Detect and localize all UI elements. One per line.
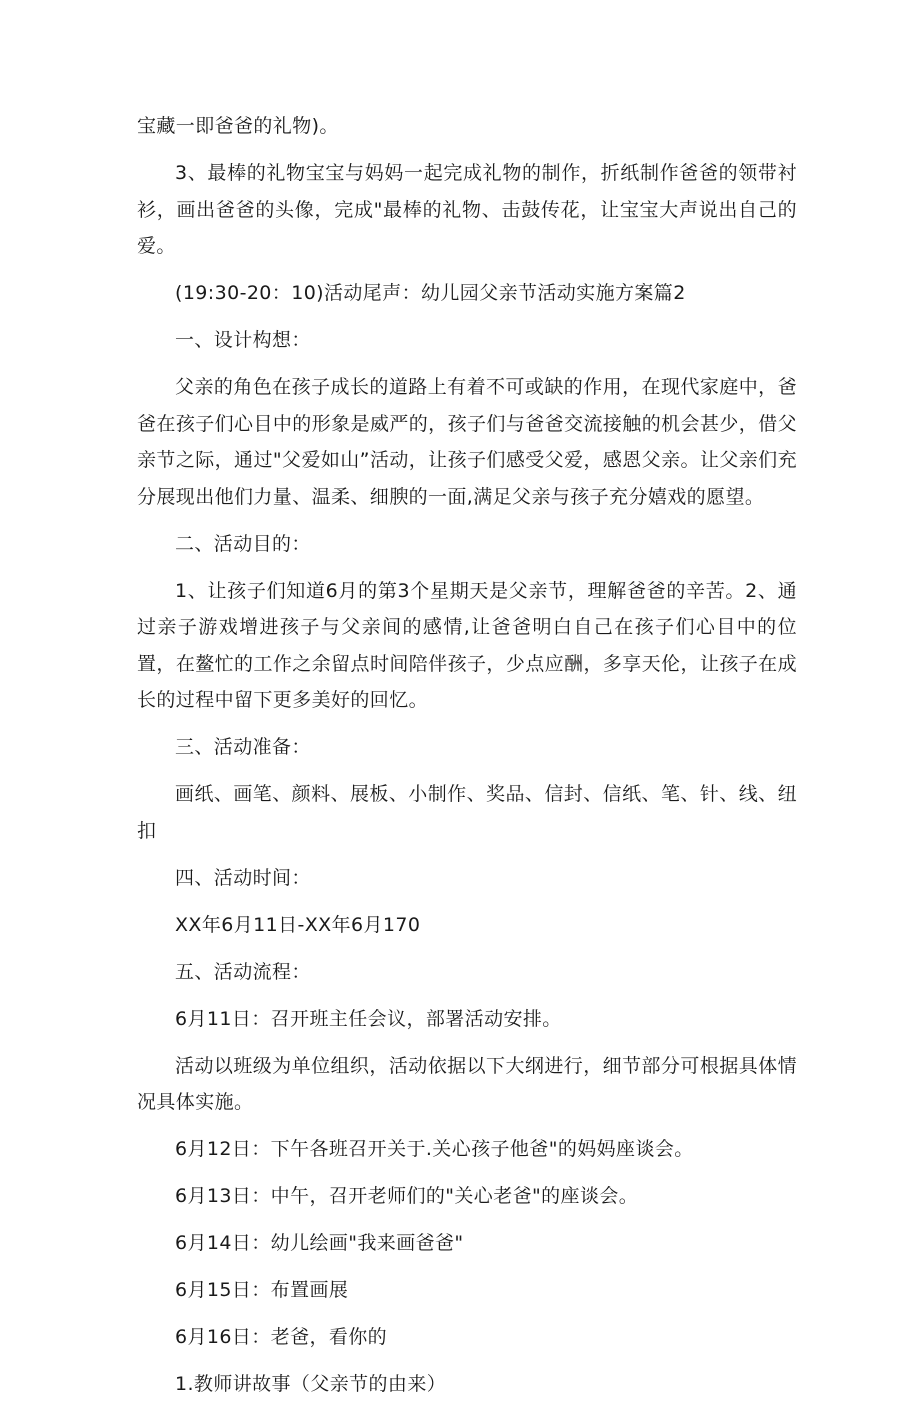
document-page: [137, 108, 797, 1413]
paragraph-activity-dates: XX年6月11日-XX年6月170: [175, 913, 421, 936]
list-item-teacher-story: 1.教师讲故事（父亲节的由来）: [175, 1373, 447, 1395]
heading-activity-time: 四、活动时间：: [175, 866, 311, 889]
schedule-item-june-11: 6月11日：召开班主任会议，部署活动安排。: [175, 1007, 562, 1030]
schedule-item-june-15: 6月15日：布置画展: [175, 1279, 349, 1301]
schedule-item-june-12: 6月12日：下午各班召开关于.关心孩子他爸"的妈妈座谈会。: [175, 1138, 694, 1160]
paragraph-design-concept: 父亲的角色在孩子成长的道路上有着不可或缺的作用，在现代家庭中，爸爸在孩子们心目中的形象是威严的，孩子们与爸爸交流接触的机会甚少，借父亲节之际，通过"父爱如山”活动，让孩子们感受父爱，感恩父亲。让父亲们充分展现出他们力量、温柔、细腴的一面,满足父亲与孩子充分嬉戏的愿望。: [137, 376, 797, 508]
paragraph-continuation: 宝藏一即爸爸的礼物)。: [137, 115, 339, 137]
heading-activity-process: 五、活动流程：: [175, 960, 311, 983]
schedule-item-june-16: 6月16日：老爸，看你的: [175, 1326, 388, 1348]
schedule-item-june-13: 6月13日：中午，召开老师们的"关心老爸"的座谈会。: [175, 1185, 639, 1207]
paragraph-gift-making: 3、最棒的礼物宝宝与妈妈一起完成礼物的制作，折纸制作爸爸的领带衬衫，画出爸爸的头像，完成"最棒的礼物、击鼓传花，让宝宝大声说出自己的爱。: [137, 162, 797, 257]
paragraph-activity-ending: (19:30-20：10)活动尾声：幼儿园父亲节活动实施方案篇2: [175, 282, 686, 304]
heading-activity-preparation: 三、活动准备：: [175, 736, 311, 758]
heading-activity-purpose: 二、活动目的：: [175, 532, 311, 555]
paragraph-materials-list: 画纸、画笔、颜料、展板、小制作、奖品、信封、信纸、笔、针、线、纽扣: [137, 783, 797, 842]
schedule-item-june-14: 6月14日：幼儿绘画"我来画爸爸": [175, 1232, 464, 1254]
paragraph-organization-note: 活动以班级为单位组织，活动依据以下大纲进行，细节部分可根据具体情况具体实施。: [137, 1054, 797, 1113]
heading-design-concept: 一、设计构想：: [175, 329, 311, 351]
paragraph-activity-purpose: 1、让孩子们知道6月的第3个星期天是父亲节，理解爸爸的辛苦。2、通过亲子游戏增进孩子与父亲间的感情,让爸爸明白自己在孩子们心目中的位置，在鳌忙的工作之余留点时间陪伴孩子，少点应酬，多享天伦，让孩子在成长的过程中留下更多美好的回忆。: [137, 579, 797, 711]
